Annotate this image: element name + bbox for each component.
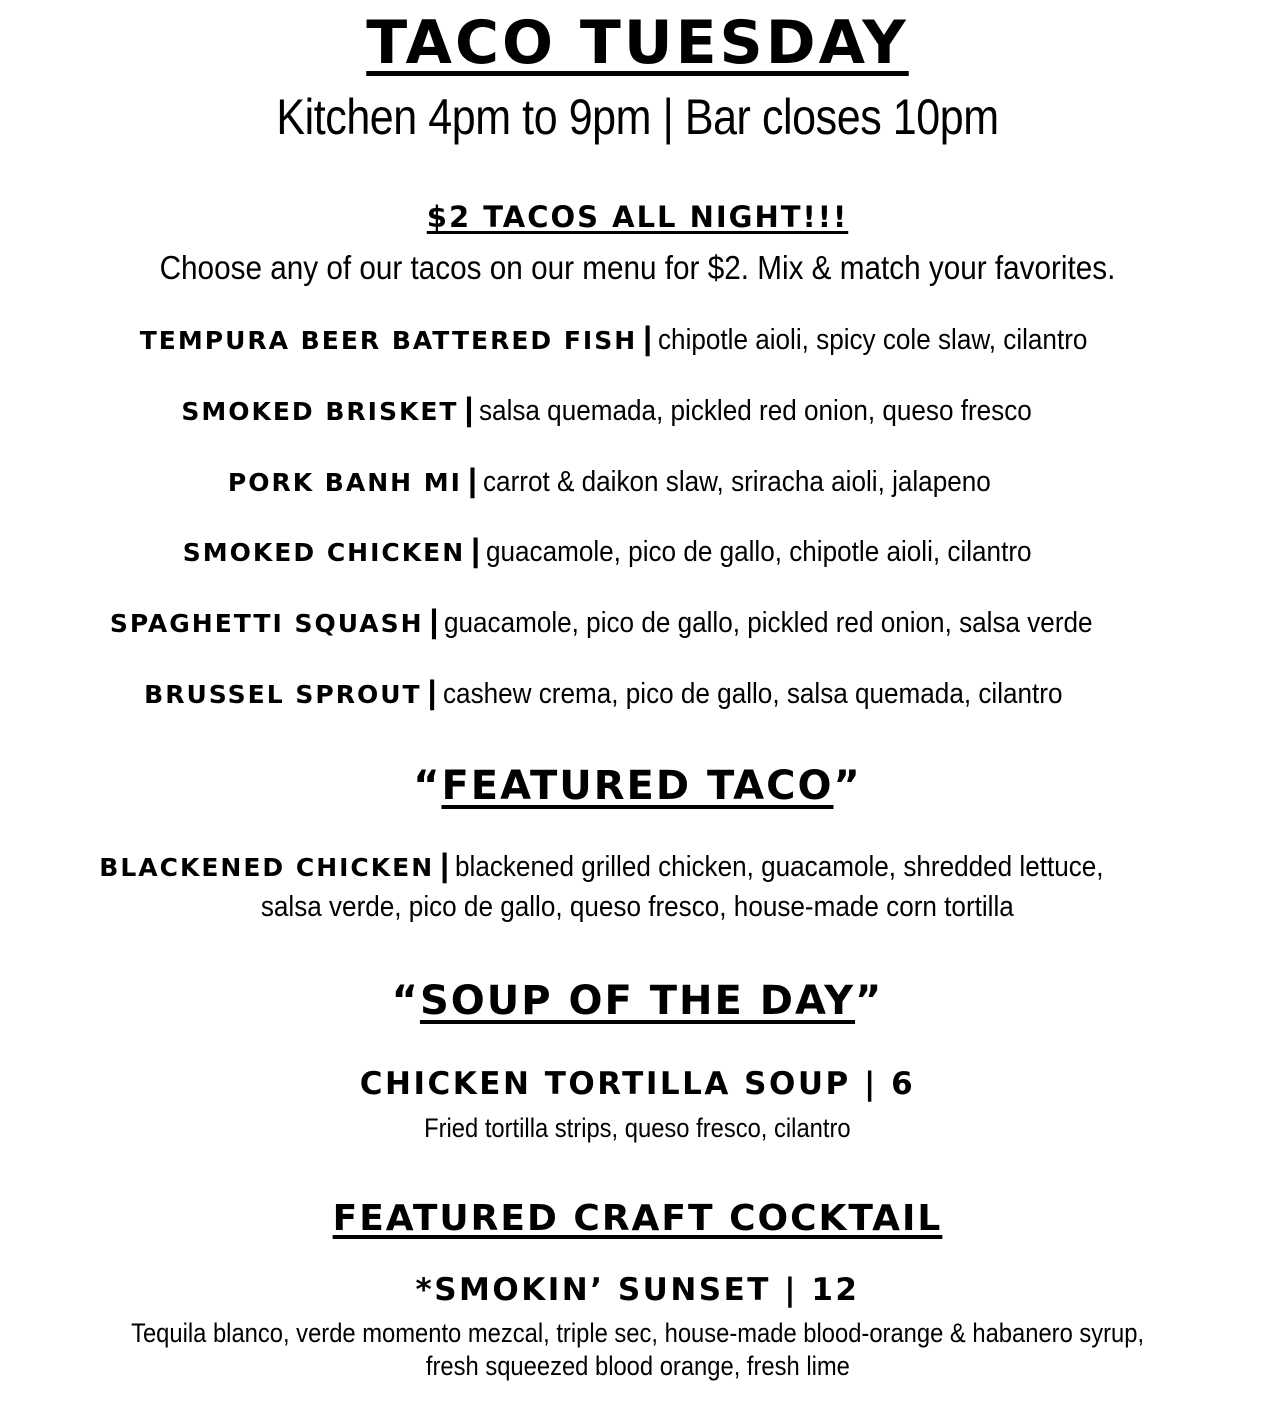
soup-item: CHICKEN TORTILLA SOUP | 6 <box>359 1066 916 1102</box>
featured-taco-description-line2: salsa verde, pico de gallo, queso fresco, house-made corn tortilla <box>261 891 1014 923</box>
hours-line: Kitchen 4pm to 9pm | Bar closes 10pm <box>276 89 999 145</box>
taco-name: PORK BANH MI <box>227 468 462 497</box>
taco-description: carrot & daikon slaw, sriracha aioli, jalapeno <box>482 466 991 498</box>
open-quote: “ <box>391 978 420 1024</box>
cocktail-heading-text: FEATURED CRAFT COCKTAIL <box>332 1198 943 1239</box>
soup-description: Fried tortilla strips, queso fresco, cilantro <box>424 1113 851 1143</box>
taco-item <box>0 391 1275 428</box>
taco-item <box>0 674 1275 711</box>
soup-heading-text: SOUP OF THE DAY <box>419 978 856 1024</box>
taco-item <box>0 320 1275 357</box>
taco-name: SPAGHETTI SQUASH <box>109 609 424 638</box>
taco-separator: | <box>643 320 653 356</box>
taco-separator: | <box>467 462 477 498</box>
taco-name: TEMPURA BEER BATTERED FISH <box>139 326 638 355</box>
soup-heading <box>0 978 1275 1024</box>
featured-taco-heading-text: FEATURED TACO <box>441 763 834 809</box>
taco-description: salsa quemada, pickled red onion, queso fresco <box>479 395 1033 427</box>
taco-description: guacamole, pico de gallo, pickled red onion, salsa verde <box>444 607 1094 639</box>
featured-taco-heading <box>0 763 1275 809</box>
taco-separator: | <box>429 603 439 639</box>
cocktail-heading <box>0 1198 1275 1239</box>
promo-heading <box>0 200 1275 234</box>
cocktail-item: *SMOKIN’ SUNSET | 12 <box>415 1272 860 1308</box>
taco-item <box>0 532 1275 569</box>
taco-description: chipotle aioli, spicy cole slaw, cilantro <box>658 324 1088 356</box>
taco-separator: | <box>464 391 474 427</box>
soup-description-row <box>0 1113 1275 1144</box>
taco-name: SMOKED CHICKEN <box>182 538 466 567</box>
taco-item <box>0 603 1275 640</box>
menu-title <box>0 8 1275 78</box>
open-quote: “ <box>413 763 442 809</box>
taco-separator: | <box>427 674 437 710</box>
taco-description: guacamole, pico de gallo, chipotle aioli, cilantro <box>486 536 1032 568</box>
featured-taco-name: BLACKENED CHICKEN <box>99 853 435 882</box>
cocktail-description-line2-row <box>0 1351 1275 1382</box>
taco-item <box>0 462 1275 499</box>
close-quote: ” <box>833 763 862 809</box>
taco-name: SMOKED BRISKET <box>181 397 459 426</box>
taco-name: BRUSSEL SPROUT <box>144 680 422 709</box>
promo-heading-text: $2 TACOS ALL NIGHT!!! <box>426 200 849 234</box>
cocktail-description-line2: fresh squeezed blood orange, fresh lime <box>425 1351 850 1381</box>
close-quote: ” <box>855 978 884 1024</box>
featured-taco-description-line2-row <box>0 891 1275 924</box>
taco-separator: | <box>471 532 481 568</box>
featured-taco-description-line1: blackened grilled chicken, guacamole, shredded lettuce, <box>455 851 1104 883</box>
taco-separator: | <box>440 847 450 883</box>
taco-description: cashew crema, pico de gallo, salsa quemada, cilantro <box>442 678 1062 710</box>
cocktail-description-line1: Tequila blanco, verde momento mezcal, triple sec, house-made blood-orange & habanero syrup, <box>130 1318 1145 1348</box>
promo-description: Choose any of our tacos on our menu for $2. Mix & match your favorites. <box>159 249 1116 286</box>
featured-taco-item <box>0 847 1275 884</box>
cocktail-description-line1-row <box>0 1318 1275 1349</box>
menu-title-text: TACO TUESDAY <box>366 8 909 78</box>
